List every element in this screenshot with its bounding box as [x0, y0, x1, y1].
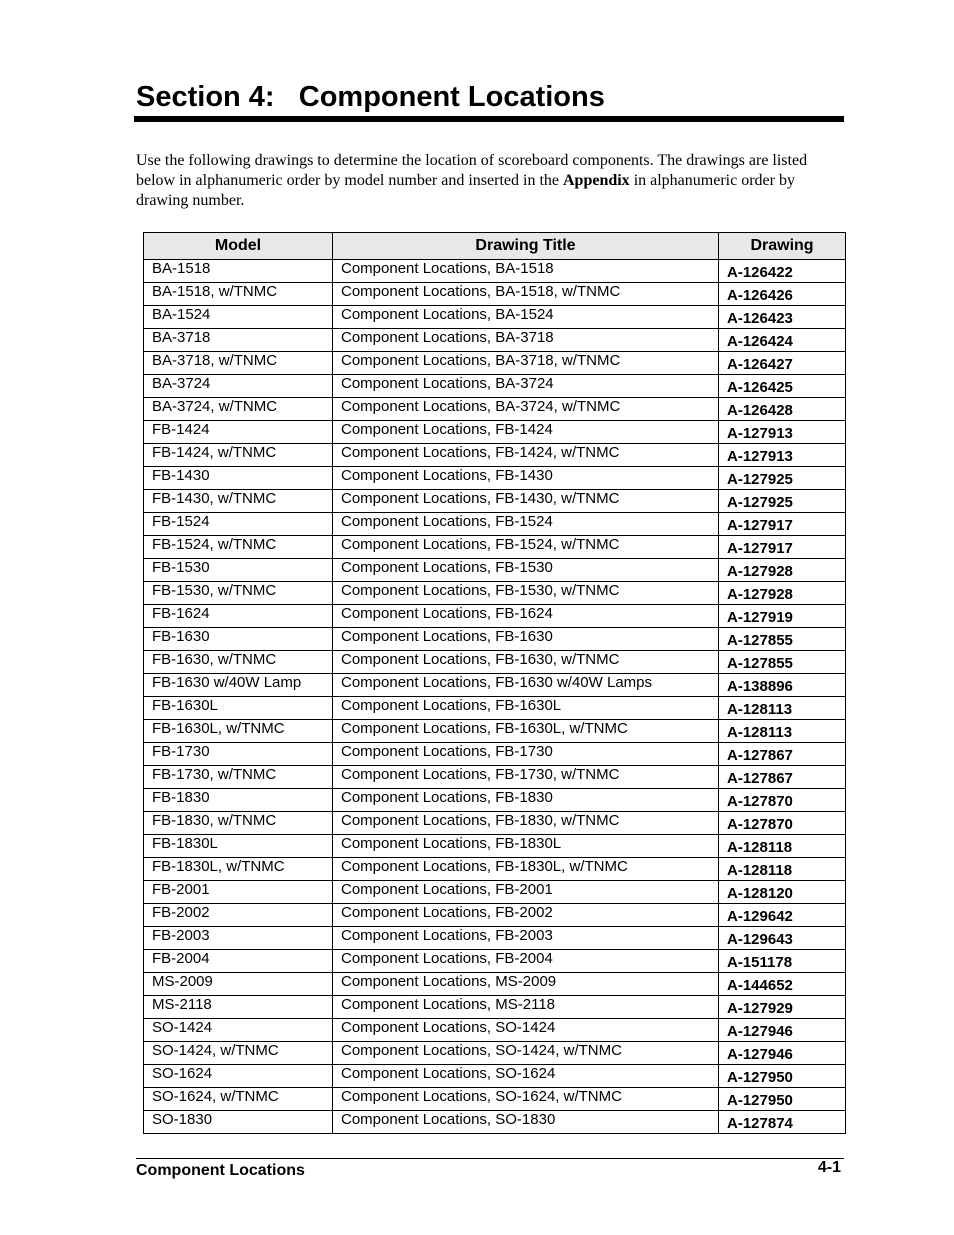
cell-drawing-number: A-127925	[719, 490, 846, 513]
drawings-table	[143, 232, 846, 1134]
cell-model: FB-1424	[144, 421, 333, 444]
cell-drawing-number: A-126425	[719, 375, 846, 398]
table-row	[144, 812, 846, 835]
cell-drawing-title: Component Locations, BA-3718, w/TNMC	[333, 352, 719, 375]
cell-drawing-title: Component Locations, FB-1524	[333, 513, 719, 536]
cell-drawing-number: A-129642	[719, 904, 846, 927]
cell-model: BA-3718, w/TNMC	[144, 352, 333, 375]
cell-drawing-number: A-127950	[719, 1088, 846, 1111]
cell-model: BA-1518	[144, 260, 333, 283]
footer-rule	[136, 1158, 844, 1159]
cell-drawing-title: Component Locations, BA-1524	[333, 306, 719, 329]
cell-drawing-title: Component Locations, FB-2004	[333, 950, 719, 973]
cell-model: SO-1624, w/TNMC	[144, 1088, 333, 1111]
cell-drawing-number: A-127946	[719, 1042, 846, 1065]
cell-drawing-title: Component Locations, SO-1424, w/TNMC	[333, 1042, 719, 1065]
cell-drawing-number: A-127929	[719, 996, 846, 1019]
cell-drawing-title: Component Locations, BA-3724, w/TNMC	[333, 398, 719, 421]
intro-text-end: in alphanumeric order by drawing number.	[136, 172, 795, 209]
cell-drawing-number: A-128113	[719, 720, 846, 743]
cell-model: SO-1624	[144, 1065, 333, 1088]
cell-drawing-title: Component Locations, MS-2009	[333, 973, 719, 996]
cell-model: FB-1630, w/TNMC	[144, 651, 333, 674]
header-model: Model	[144, 233, 333, 260]
page-title: Section 4: Component Locations	[136, 81, 605, 113]
cell-drawing-title: Component Locations, FB-1630L	[333, 697, 719, 720]
cell-drawing-title: Component Locations, FB-1730, w/TNMC	[333, 766, 719, 789]
cell-drawing-number: A-126423	[719, 306, 846, 329]
table-row	[144, 444, 846, 467]
table-row	[144, 467, 846, 490]
table-row	[144, 536, 846, 559]
footer-section-name: Component Locations	[136, 1162, 305, 1179]
cell-drawing-title: Component Locations, FB-1830L	[333, 835, 719, 858]
cell-drawing-number: A-138896	[719, 674, 846, 697]
cell-drawing-title: Component Locations, FB-1830, w/TNMC	[333, 812, 719, 835]
title-rule	[134, 116, 844, 122]
cell-drawing-title: Component Locations, BA-1518, w/TNMC	[333, 283, 719, 306]
cell-model: FB-2001	[144, 881, 333, 904]
cell-drawing-number: A-128118	[719, 858, 846, 881]
cell-drawing-title: Component Locations, SO-1624, w/TNMC	[333, 1088, 719, 1111]
table-row	[144, 720, 846, 743]
table-row	[144, 927, 846, 950]
cell-drawing-title: Component Locations, FB-1830L, w/TNMC	[333, 858, 719, 881]
table-row	[144, 881, 846, 904]
cell-model: FB-1630L	[144, 697, 333, 720]
cell-model: BA-1524	[144, 306, 333, 329]
cell-drawing-number: A-127913	[719, 421, 846, 444]
cell-drawing-title: Component Locations, FB-1624	[333, 605, 719, 628]
cell-drawing-number: A-127950	[719, 1065, 846, 1088]
cell-model: BA-1518, w/TNMC	[144, 283, 333, 306]
cell-drawing-number: A-126426	[719, 283, 846, 306]
cell-model: BA-3718	[144, 329, 333, 352]
cell-drawing-number: A-128120	[719, 881, 846, 904]
cell-drawing-number: A-127917	[719, 536, 846, 559]
cell-drawing-title: Component Locations, FB-1530, w/TNMC	[333, 582, 719, 605]
table-row	[144, 651, 846, 674]
cell-model: FB-1530	[144, 559, 333, 582]
cell-drawing-number: A-144652	[719, 973, 846, 996]
cell-model: FB-2003	[144, 927, 333, 950]
cell-drawing-number: A-127928	[719, 582, 846, 605]
table-row	[144, 674, 846, 697]
cell-model: FB-2002	[144, 904, 333, 927]
cell-drawing-number: A-127913	[719, 444, 846, 467]
cell-drawing-title: Component Locations, FB-1524, w/TNMC	[333, 536, 719, 559]
cell-model: MS-2118	[144, 996, 333, 1019]
table-row	[144, 283, 846, 306]
cell-drawing-number: A-129643	[719, 927, 846, 950]
cell-drawing-number: A-127855	[719, 628, 846, 651]
cell-drawing-title: Component Locations, FB-1630	[333, 628, 719, 651]
cell-model: BA-3724	[144, 375, 333, 398]
cell-drawing-number: A-126422	[719, 260, 846, 283]
cell-model: FB-1424, w/TNMC	[144, 444, 333, 467]
cell-drawing-title: Component Locations, SO-1624	[333, 1065, 719, 1088]
cell-drawing-title: Component Locations, SO-1424	[333, 1019, 719, 1042]
cell-drawing-title: Component Locations, SO-1830	[333, 1111, 719, 1134]
table-row	[144, 260, 846, 283]
cell-model: MS-2009	[144, 973, 333, 996]
cell-model: FB-1830L, w/TNMC	[144, 858, 333, 881]
cell-drawing-number: A-127855	[719, 651, 846, 674]
table-row	[144, 1111, 846, 1134]
cell-drawing-number: A-127917	[719, 513, 846, 536]
cell-drawing-title: Component Locations, MS-2118	[333, 996, 719, 1019]
table-row	[144, 306, 846, 329]
table-row	[144, 743, 846, 766]
cell-model: FB-1630 w/40W Lamp	[144, 674, 333, 697]
cell-model: SO-1424, w/TNMC	[144, 1042, 333, 1065]
cell-drawing-title: Component Locations, FB-1730	[333, 743, 719, 766]
table-row	[144, 421, 846, 444]
cell-model: BA-3724, w/TNMC	[144, 398, 333, 421]
cell-drawing-title: Component Locations, FB-1424	[333, 421, 719, 444]
cell-drawing-title: Component Locations, FB-1430	[333, 467, 719, 490]
cell-model: FB-1730, w/TNMC	[144, 766, 333, 789]
cell-drawing-number: A-126427	[719, 352, 846, 375]
table-row	[144, 375, 846, 398]
cell-drawing-title: Component Locations, FB-2002	[333, 904, 719, 927]
table-row	[144, 835, 846, 858]
cell-drawing-title: Component Locations, FB-2001	[333, 881, 719, 904]
cell-model: FB-1430, w/TNMC	[144, 490, 333, 513]
cell-drawing-number: A-151178	[719, 950, 846, 973]
table-row	[144, 996, 846, 1019]
table-body	[144, 260, 846, 1134]
cell-model: FB-1430	[144, 467, 333, 490]
cell-model: SO-1424	[144, 1019, 333, 1042]
cell-model: FB-1830	[144, 789, 333, 812]
cell-model: FB-1830, w/TNMC	[144, 812, 333, 835]
cell-drawing-number: A-127867	[719, 766, 846, 789]
cell-drawing-title: Component Locations, FB-1630L, w/TNMC	[333, 720, 719, 743]
table-row	[144, 766, 846, 789]
table-row	[144, 398, 846, 421]
cell-model: FB-1624	[144, 605, 333, 628]
cell-drawing-number: A-126424	[719, 329, 846, 352]
table-row	[144, 858, 846, 881]
cell-drawing-number: A-126428	[719, 398, 846, 421]
cell-model: FB-1630	[144, 628, 333, 651]
footer-page-number: 4-1	[817, 1159, 841, 1176]
table-row	[144, 1065, 846, 1088]
cell-drawing-title: Component Locations, FB-1530	[333, 559, 719, 582]
cell-drawing-number: A-127928	[719, 559, 846, 582]
cell-drawing-number: A-127870	[719, 789, 846, 812]
table-row	[144, 559, 846, 582]
cell-drawing-title: Component Locations, FB-1430, w/TNMC	[333, 490, 719, 513]
cell-model: FB-1530, w/TNMC	[144, 582, 333, 605]
intro-text-start: Use the following drawings to determine the location of scoreboard components. The drawings are listed below in alphanumeric order by model number and inserted in the	[136, 152, 808, 189]
cell-drawing-title: Component Locations, BA-1518	[333, 260, 719, 283]
table-row	[144, 950, 846, 973]
cell-drawing-title: Component Locations, FB-1424, w/TNMC	[333, 444, 719, 467]
cell-drawing-number: A-128113	[719, 697, 846, 720]
cell-model: FB-1630L, w/TNMC	[144, 720, 333, 743]
cell-drawing-number: A-128118	[719, 835, 846, 858]
cell-model: FB-1830L	[144, 835, 333, 858]
cell-drawing-title: Component Locations, BA-3718	[333, 329, 719, 352]
table-row	[144, 1088, 846, 1111]
table-row	[144, 1019, 846, 1042]
intro-bold-word: Appendix	[562, 172, 630, 189]
table-header-row	[144, 233, 846, 260]
intro-paragraph	[136, 151, 826, 211]
cell-drawing-number: A-127925	[719, 467, 846, 490]
cell-drawing-title: Component Locations, BA-3724	[333, 375, 719, 398]
table-row	[144, 605, 846, 628]
cell-drawing-title: Component Locations, FB-1830	[333, 789, 719, 812]
table-row	[144, 904, 846, 927]
cell-drawing-number: A-127867	[719, 743, 846, 766]
cell-drawing-number: A-127946	[719, 1019, 846, 1042]
cell-model: FB-1524, w/TNMC	[144, 536, 333, 559]
cell-drawing-number: A-127870	[719, 812, 846, 835]
cell-model: FB-1524	[144, 513, 333, 536]
cell-model: SO-1830	[144, 1111, 333, 1134]
cell-drawing-number: A-127874	[719, 1111, 846, 1134]
table-row	[144, 697, 846, 720]
cell-model: FB-1730	[144, 743, 333, 766]
table-row	[144, 628, 846, 651]
cell-drawing-title: Component Locations, FB-1630, w/TNMC	[333, 651, 719, 674]
cell-drawing-title: Component Locations, FB-1630 w/40W Lamps	[333, 674, 719, 697]
header-drawing: Drawing	[719, 233, 846, 260]
table-row	[144, 973, 846, 996]
table-row	[144, 582, 846, 605]
cell-model: FB-2004	[144, 950, 333, 973]
header-drawing-title: Drawing Title	[333, 233, 719, 260]
table-row	[144, 789, 846, 812]
table-row	[144, 329, 846, 352]
table-row	[144, 490, 846, 513]
table-row	[144, 513, 846, 536]
table-row	[144, 1042, 846, 1065]
cell-drawing-number: A-127919	[719, 605, 846, 628]
table-row	[144, 352, 846, 375]
cell-drawing-title: Component Locations, FB-2003	[333, 927, 719, 950]
